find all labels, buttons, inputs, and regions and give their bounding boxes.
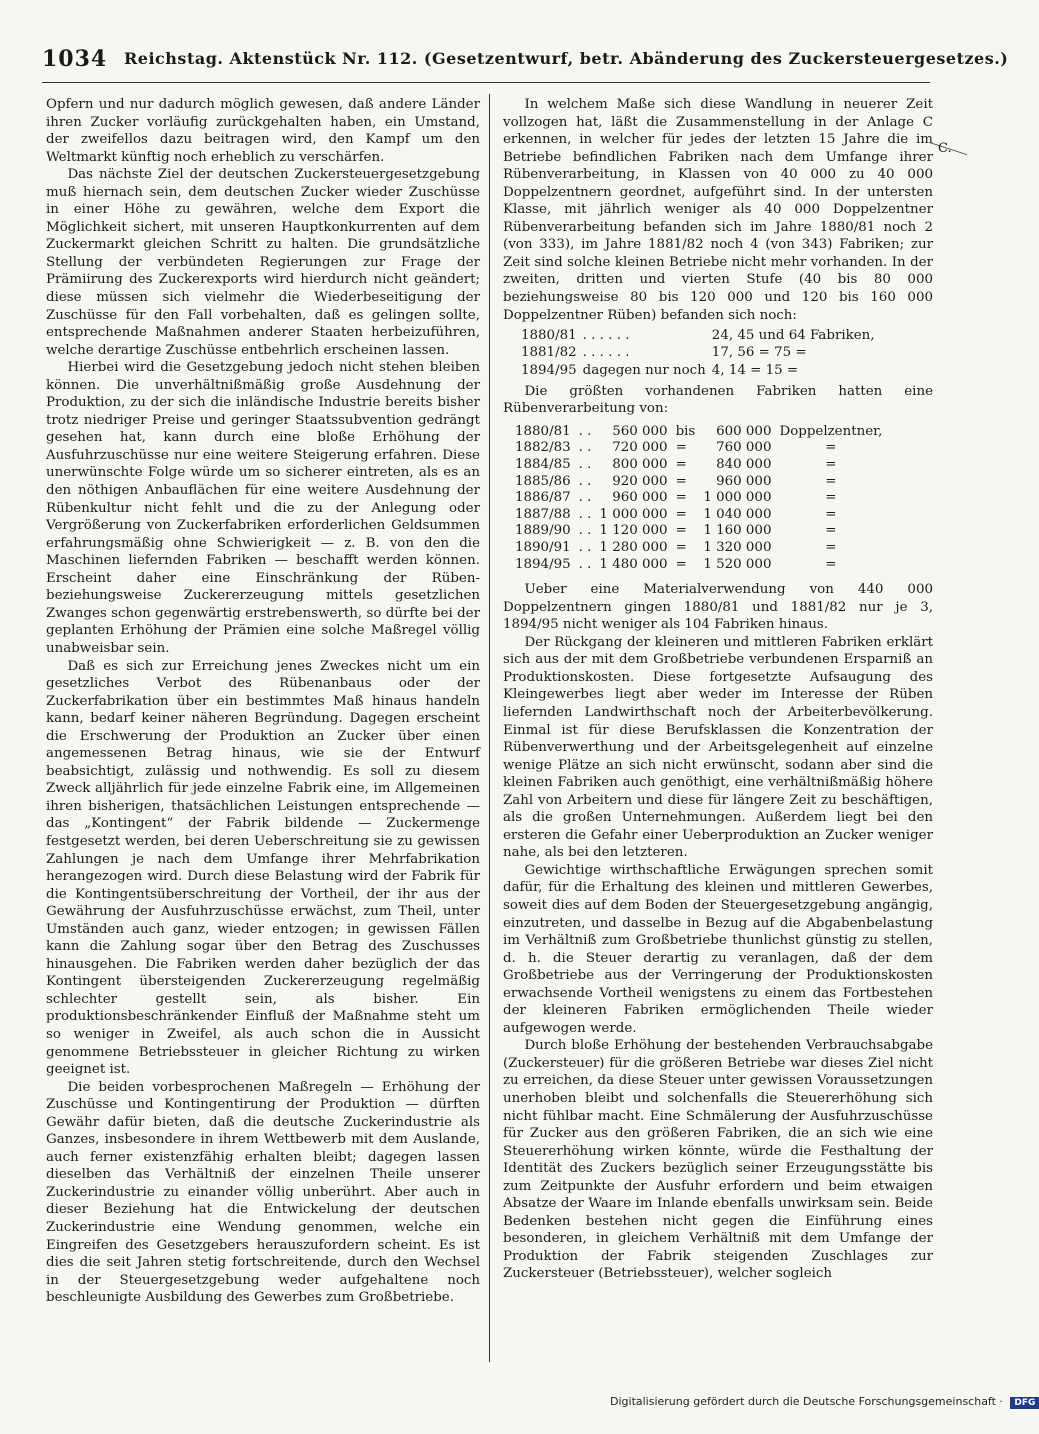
table-cell: . .	[578, 473, 592, 489]
table-cell: 1887/88	[515, 506, 571, 522]
table-cell: 960 000	[612, 490, 668, 506]
table-cell: 1886/87	[515, 490, 571, 506]
table-cell: =	[825, 539, 837, 555]
table-cell: 1885/86	[515, 473, 571, 489]
column-divider	[489, 94, 490, 1362]
small-factory-table	[521, 327, 881, 379]
table-cell: =	[825, 457, 837, 472]
footer-credit	[610, 1395, 1039, 1409]
page-number: 1034	[42, 46, 108, 72]
paragraph: In welchem Maße sich diese Wandlung in neuerer Zeit vollzogen hat, läßt die Zusammenstellung in der Anlage C erkennen, in welcher für jedes der letzten 15 Jahre die im Betriebe befindlichen Fabriken nach dem Umfange ihrer Rübenverarbeitung, in Klassen von 40 000 zu 40 000 Doppelzentnern geordnet, aufgeführt sind. In der untersten Klasse, mit jährlich weniger als 40 000 Doppelzentner Rübenverarbeitung befanden sich im Jahre 1880/81 noch 2 (von 333), im Jahre 1881/82 noch 4 (von 343) Fabriken; zur Zeit sind solche kleinen Betriebe nicht mehr vorhanden. In der zweiten, dritten und vierten Stufe (40 bis 80 000 beziehungsweise 80 bis 120 000 und 120 bis 160 000 Doppelzentner Rüben) befanden sich noch:	[503, 97, 933, 323]
table-cell: 1882/83	[515, 440, 571, 456]
table-cell: 1 000 000	[703, 490, 772, 506]
table-row	[515, 440, 890, 457]
paragraph: Die größten vorhandenen Fabriken hatten eine Rübenverarbeitung von:	[503, 383, 933, 417]
paragraph: Hierbei wird die Gesetzgebung jedoch nicht stehen bleiben können. Die unverhältnißmäßig große Ausdehnung der Produktion, zu der sich die inländische Industrie bereits bisher trotz niedriger Preise und geringer Staatssubvention gedrängt gesehen hat, kann durch eine bloße Erhöhung der Ausfuhrzuschüsse nur eine weitere Steigerung erfahren. Diese unerwünschte Folge würde um so sicherer eintreten, als es an den nöthigen Anbauflächen für eine weitere Ausdehnung der Rübenkultur nicht fehlt und die zu der Anlegung oder Vergrößerung von Zuckerfabriken erforderlichen Geldsummen erfahrungsmäßig ohne Schwierigkeit — z. B. von den die Maschinen liefernden Fabriken — beschafft werden können. Erscheint daher eine Einschränkung der Rüben- beziehungsweise Zuckererzeugung mittels gesetzlichen Zwanges schon gegenwärtig erstrebenswerth, so dürfte bei der geplanten Erhöhung der Prämien eine solche Maßregel völlig unabweisbar sein.	[46, 360, 480, 656]
table-cell: . .	[578, 556, 592, 572]
paragraph: Ueber eine Materialverwendung von 440 000 Doppelzentnern gingen 1880/81 und 1881/82 nur je 3, 1894/95 nicht weniger als 104 Fabriken hinaus.	[503, 582, 933, 633]
table-cell: 1 520 000	[703, 556, 772, 572]
header-rule	[42, 82, 930, 83]
table-row	[515, 540, 890, 557]
table-row	[515, 424, 890, 441]
table-row	[515, 490, 890, 507]
running-title: Reichstag. Aktenstück Nr. 112. (Gesetzentwurf, betr. Abänderung des Zuckersteuergesetzes.)	[124, 49, 1009, 68]
paragraph: Durch bloße Erhöhung der bestehenden Verbrauchsabgabe (Zuckersteuer) für die größeren Betriebe war dieses Ziel nicht zu erreichen, da diese Steuer unter gewissen Voraussetzungen unerhoben bleibt und solchenfalls die Steuererhöhung sich nicht fühlbar macht. Eine Schmälerung der Ausfuhrzuschüsse für Zucker aus den größeren Fabriken, die an sich wie eine Steuererhöhung wirken könnte, würde die Festhaltung der Identität des Zuckers bezüglich seiner Erzeugungsstätte bis zum Zeitpunkte der Ausfuhr erfordern und beim etwaigen Absatze der Waare im Inlande ebenfalls unwirksam sein. Beide Bedenken bestehen nicht gegen die Einführung eines besonderen, in gleichem Verhältniß mit dem Umfange der Produktion der Fabrik steigenden Zuschlages zur Zuckersteuer (Betriebssteuer), welcher sogleich	[503, 1038, 933, 1282]
table-cell: 1 480 000	[599, 556, 668, 572]
table-cell: 920 000	[612, 473, 668, 489]
table-cell: 1 280 000	[599, 539, 668, 555]
table-cell: =	[675, 457, 687, 472]
table-cell: 1 320 000	[703, 539, 772, 555]
table-cell: 600 000	[716, 423, 772, 439]
table-row	[515, 507, 890, 524]
table-row	[515, 557, 890, 574]
table-cell: . .	[578, 423, 592, 439]
table-cell: bis	[675, 423, 696, 439]
page-header	[42, 46, 1009, 78]
table-cell: Doppelzentner,	[779, 423, 883, 439]
table-cell: 1880/81	[515, 423, 571, 439]
table-row: 1894/95 dagegen nur noch 4, 14 = 15 =	[521, 362, 799, 378]
table-cell: =	[825, 506, 837, 522]
table-cell: 1884/85	[515, 457, 571, 472]
dfg-logo: DFG	[1010, 1397, 1039, 1409]
table-cell: 1 000 000	[599, 506, 668, 522]
table-cell: =	[675, 440, 687, 456]
margin-note: C.	[938, 141, 952, 156]
table-cell: 760 000	[716, 440, 772, 456]
largest-factories-table	[515, 424, 890, 573]
paragraph: Das nächste Ziel der deutschen Zuckersteuergesetzgebung muß hiernach sein, dem deutschen Zucker wieder Zuschüsse in einer Höhe zu gewähren, welche dem Export die Möglichkeit sichert, mit unseren Hauptkonkurrenten auf dem Zuckermarkt gleichen Schritt zu halten. Die grundsätzliche Stellung der verbündeten Regierungen zur Frage der Prämiirung des Zuckerexports wird hierdurch nicht geändert; diese müssen sich vielmehr die Wiederbeseitigung der Zuschüsse für den Fall vorbehalten, daß es gelingen sollte, entsprechende Maßnahmen anderer Staaten herbeizuführen, welche derartige Zuschüsse entbehrlich erscheinen lassen.	[46, 167, 480, 358]
table-row: 1880/81 . . . . . . 24, 45 und 64 Fabriken,	[521, 328, 875, 344]
table-cell: =	[825, 523, 837, 539]
table-cell: 1 120 000	[599, 523, 668, 539]
table-cell: 960 000	[716, 473, 772, 489]
paragraph: Die beiden vorbesprochenen Maßregeln — Erhöhung der Zuschüsse und Kontingentirung der Produktion — dürften Gewähr dafür bieten, daß die deutsche Zuckerindustrie als Ganzes, insbesondere in ihrem Wettbewerb mit dem Auslande, auch ferner existenzfähig erhalten bleibt; dagegen lassen dieselben das Verhältniß der einzelnen Theile unserer Zuckerindustrie zu einander völlig unberührt. Aber auch in dieser Beziehung hat die Entwickelung der deutschen Zuckerindustrie eine Wendung genommen, welche ein Eingreifen des Gesetzgebers herauszufordern scheint. Es ist dies die seit Jahren stetig fortschreitende, durch den Wechsel in der Steuergesetzgebung weder aufgehaltene noch beschleunigte Ausbildung des Gewerbes zum Großbetriebe.	[46, 1079, 480, 1306]
paragraph: Daß es sich zur Erreichung jenes Zweckes nicht um ein gesetzliches Verbot des Rübenanbaus oder der Zuckerfabrikation über ein bestimmtes Maß hinaus handeln kann, bedarf keiner näheren Begründung. Dagegen erscheint die Erschwerung der Produktion an Zucker über einen angemessenen Betrag hinaus, wie sie der Entwurf beabsichtigt, zulässig und nothwendig. Es soll zu diesem Zweck alljährlich für jede einzelne Fabrik eine, im Allgemeinen ihren bisherigen, thatsächlichen Leistungen entsprechende — das „Kontingent“ der Fabrik bildende — Zuckermenge festgesetzt werden, bei deren Ueberschreitung sie zu gewissen Zahlungen je nach dem Umfange ihrer Mehrfabrikation herangezogen wird. Durch diese Belastung wird der Fabrik für die Kontingentsüberschreitung der Vortheil, der ihr aus der Gewährung der Ausfuhrzuschüsse erwächst, zum Theil, unter Umständen auch ganz, wieder entzogen; in gewissen Fällen kann die Zahlung sogar über den Betrag des Zuschusses hinausgehen. Die Fabriken werden daher bezüglich der das Kontingent übersteigenden Zuckererzeugung regelmäßig schlechter gestellt sein, als bisher. Ein produktionsbeschränkender Einfluß der Maßnahme steht um so weniger in Zweifel, als auch schon die in Aussicht genommene Betriebssteuer in gleicher Richtung zu wirken geeignet ist.	[46, 658, 480, 1078]
table-cell: . .	[578, 440, 592, 456]
table-cell: 1894/95	[515, 556, 571, 572]
paragraph: Gewichtige wirthschaftliche Erwägungen sprechen somit dafür, für die Erhaltung des kleinen und mittleren Gewerbes, soweit dies auf dem Boden der Steuergesetzgebung angängig, einzutreten, und dasselbe in Bezug auf die Abgabenbelastung im Verhältniß zum Großbetriebe thunlichst günstig zu stellen, d. h. die Steuer derartig zu veranlagen, daß der dem Großbetriebe aus der Verringerung der Produktionskosten erwachsende Vortheil wenigstens zu einem das Fortbestehen der kleineren Fabriken ermöglichenden Theile wieder aufgewogen werde.	[503, 862, 933, 1036]
table-cell: . .	[578, 539, 592, 555]
table-cell: 1 040 000	[703, 506, 772, 522]
table-row	[515, 474, 890, 491]
table-cell: 1890/91	[515, 539, 571, 555]
table-row: 1881/82 . . . . . . 17, 56 = 75 =	[521, 345, 807, 361]
table-cell: =	[825, 556, 837, 572]
table-cell: 1889/90	[515, 523, 571, 539]
table-cell: 1 160 000	[703, 523, 772, 539]
table-cell: 800 000	[612, 457, 668, 472]
table-cell: =	[675, 506, 687, 522]
table-cell: 720 000	[612, 440, 668, 456]
footer-text: Digitalisierung gefördert durch die Deutsche Forschungsgemeinschaft ·	[610, 1395, 1003, 1408]
table-cell: . .	[578, 457, 592, 472]
table-cell: =	[675, 556, 687, 572]
paragraph: Opfern und nur dadurch möglich gewesen, daß andere Länder ihren Zucker vorläufig zurückgehalten haben, ein Umstand, der zweifellos dazu beitragen wird, den Kampf um den Weltmarkt künftig noch erheblich zu verschärfen.	[46, 97, 480, 165]
table-cell: 840 000	[716, 457, 772, 472]
table-cell: =	[675, 473, 687, 489]
table-cell: 560 000	[612, 423, 668, 439]
table-cell: =	[675, 490, 687, 506]
table-cell: =	[675, 523, 687, 539]
left-column	[46, 96, 480, 1307]
paragraph: Der Rückgang der kleineren und mittleren Fabriken erklärt sich aus der mit dem Großbetriebe verbundenen Ersparniß an Produktionskosten. Diese fortgesetzte Aufsaugung des Kleingewerbes liegt aber weder im Interesse der Rüben liefernden Landwirthschaft noch der Arbeiterbevölkerung. Einmal ist für diese Berufsklassen die Konzentration der Rübenverwerthung und der Arbeitsgelegenheit auf einzelne wenige Plätze an sich nicht erwünscht, sodann aber sind die kleinen Fabriken auch genöthigt, eine verhältnißmäßig höhere Zahl von Arbeitern und diese für längere Zeit zu beschäftigen, als die großen Unternehmungen. Außerdem liegt bei den ersteren die Gefahr einer Ueberproduktion an Zucker weniger nahe, als bei den letzteren.	[503, 634, 933, 861]
table-row	[515, 457, 890, 474]
table-cell: . .	[578, 490, 592, 506]
table-cell: =	[825, 473, 837, 489]
table-cell: =	[825, 440, 837, 456]
table-cell: . .	[578, 506, 592, 522]
right-column	[503, 96, 933, 1283]
table-row	[515, 523, 890, 540]
table-cell: =	[675, 539, 687, 555]
table-cell: . .	[578, 523, 592, 539]
table-cell: =	[825, 490, 837, 506]
